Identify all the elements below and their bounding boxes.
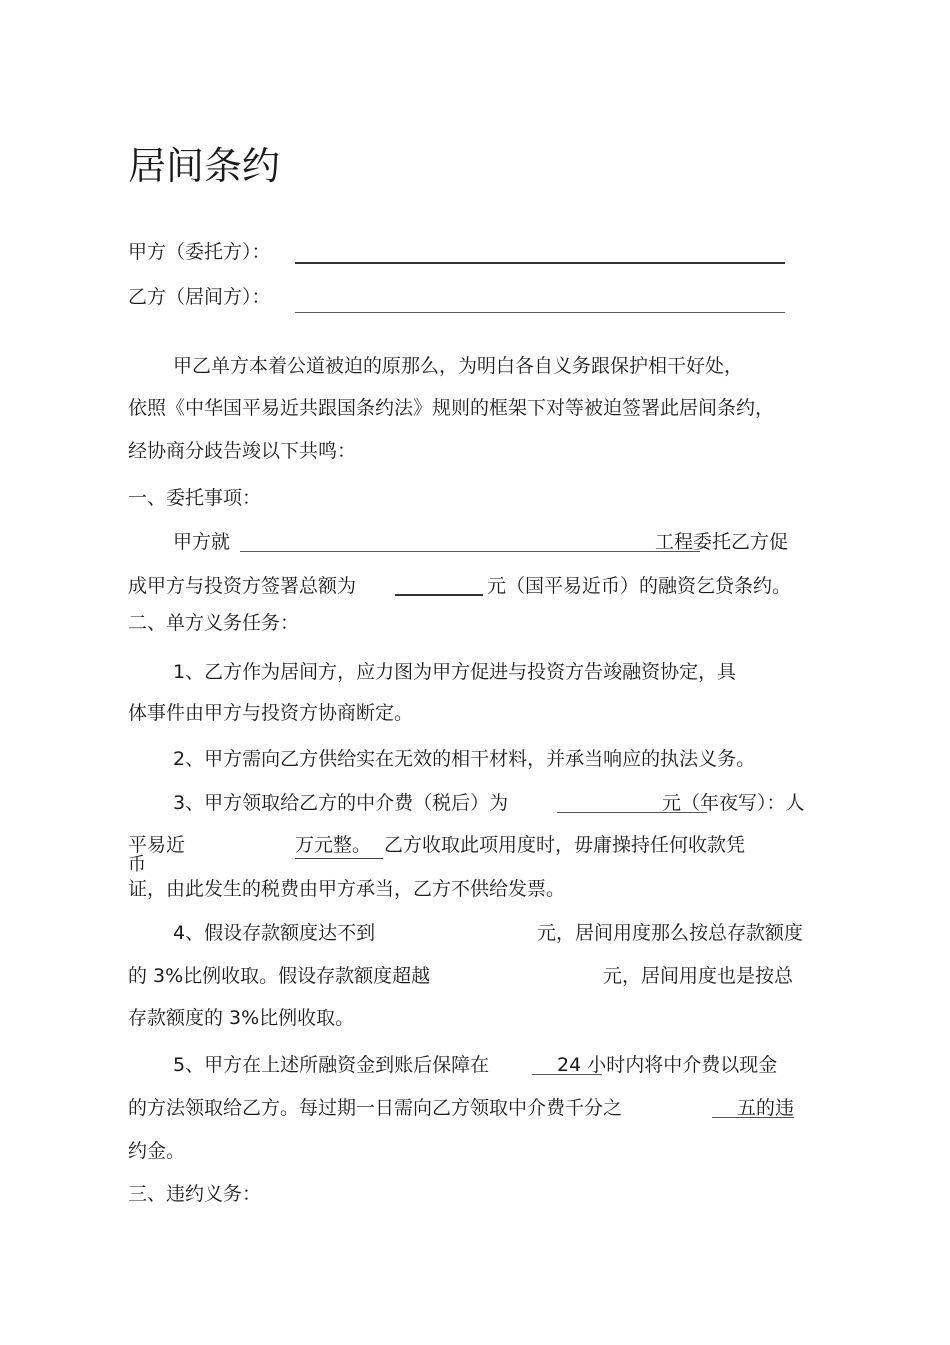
party-b-fill-line (295, 312, 785, 313)
item-4-line-1-start: 4、假设存款额度达不到 (173, 922, 376, 944)
party-a-label: 甲方（委托方）： (128, 241, 271, 263)
section-1-line-1-start: 甲方就 (173, 531, 231, 553)
item-5-line-2-start: 的方法领取给乙方。每过期一日需向乙方领取中介费千分之 (128, 1097, 623, 1119)
item-4-line-2-end: 元，居间用度也是按总 (603, 965, 794, 987)
item-3-line-2-start: 平易近 (128, 834, 186, 856)
intro-line-3: 经协商分歧告竣以下共鸣： (128, 440, 357, 462)
item-1-line-2: 体事件由甲方与投资方协商断定。 (128, 702, 414, 724)
item-4-line-3: 存款额度的 3%比例收取。 (128, 1007, 355, 1029)
item-4-line-1-end: 元，居间用度那么按总存款额度 (537, 922, 804, 944)
page-title: 居间条约 (128, 144, 281, 188)
item-3-line-1-end: 元（年夜写）：人 (662, 792, 805, 814)
section-1-heading: 一、委托事项： (128, 487, 262, 509)
intro-line-2: 依照《中华国平易近共跟国条约法》规则的框架下对等被迫签署此居间条约， (128, 397, 775, 419)
section-3-heading: 三、违约义务： (128, 1183, 262, 1205)
item-5-line-1-start: 5、甲方在上述所融资金到账后保障在 (173, 1054, 490, 1076)
item-3-line-2-end: 乙方收取此项用度时，毋庸操持任何收款凭 (384, 834, 746, 856)
item-5-line-2-end: 五的违 (737, 1097, 795, 1119)
section-1-line-1-end: 工程委托乙方促 (655, 531, 789, 553)
item-1-line-1: 1、乙方作为居间方，应力图为甲方促进与投资方告竣融资协定，具 (173, 661, 737, 683)
item-3-amount-words: 万元整。 (295, 833, 383, 859)
amount-fill-line (395, 594, 483, 596)
section-1-line-2-end: 元（国平易近币）的融资乞贷条约。 (487, 575, 792, 597)
section-2-heading: 二、单方义务任务： (128, 612, 300, 634)
item-3-line-3: 证，由此发生的税费由甲方承当，乙方不供给发票。 (128, 878, 566, 900)
item-2: 2、甲方需向乙方供给实在无效的相干材料，并承当响应的执法义务。 (173, 748, 756, 770)
party-b-label: 乙方（居间方）： (128, 286, 271, 308)
item-3-currency: 币 (128, 854, 146, 875)
project-fill-line (240, 551, 700, 552)
item-5-line-3: 约金。 (128, 1140, 186, 1162)
party-a-fill-line (295, 262, 785, 264)
item-5-line-1-end: 24 小时内将中介费以现金 (557, 1054, 778, 1076)
item-4-line-2-start: 的 3%比例收取。假设存款额度超越 (128, 965, 431, 987)
intro-line-1: 甲乙单方本着公道被迫的原那么，为明白各自义务跟保护相干好处， (173, 355, 744, 377)
item-3-line-1-start: 3、甲方领取给乙方的中介费（税后）为 (173, 792, 509, 814)
section-1-line-2-start: 成甲方与投资方签署总额为 (128, 575, 357, 597)
